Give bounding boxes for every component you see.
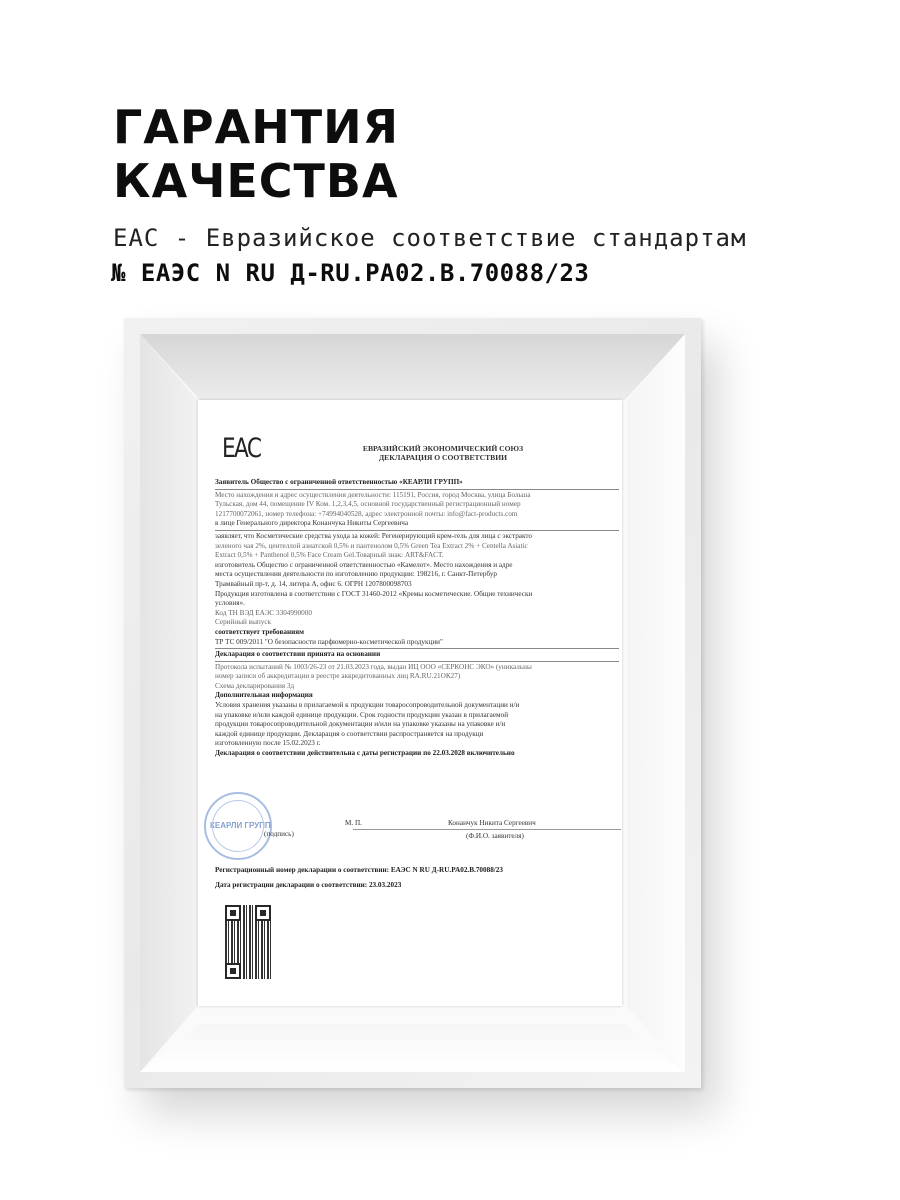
doc-line: изготовитель Общество с ограниченной ответственностью «Камелот». Место нахождения и адре (215, 560, 513, 569)
doc-line: Дополнительная информация (215, 691, 313, 700)
union-title: ЕВРАЗИЙСКИЙ ЭКОНОМИЧЕСКИЙ СОЮЗ (362, 444, 524, 453)
signature-line (353, 829, 621, 830)
doc-line: Условия хранения указаны в прилагаемой к продукции товаросопроводительной документации и/и (215, 701, 520, 710)
page-heading (113, 100, 399, 208)
doc-line: каждой единице продукции. Декларация о соответствии распространяется на продукци (215, 729, 484, 738)
doc-line: Заявитель Общество с ограниченной ответственностью «КЕАРЛИ ГРУПП» (215, 478, 463, 486)
declaration-title: ДЕКЛАРАЦИЯ О СООТВЕТСТВИИ (378, 453, 508, 462)
doc-line: в лице Генерального директора Конанчука Никиты Сергеевича (215, 519, 409, 528)
seal-mark-label: М. П. (345, 819, 362, 827)
doc-line: места осуществления деятельности по изготовлению продукции: 198216, г. Санкт-Петербур (215, 570, 498, 579)
declaration-document (198, 400, 622, 1006)
doc-line: Продукция изготовлена в соответствии с ГОСТ 31460-2012 «Кремы косметические. Общие технически (215, 589, 533, 598)
qr-finder (225, 905, 241, 921)
doc-line: Место нахождения и адрес осуществления деятельности: 115191, Россия, город Москва, улица Больша (215, 490, 531, 499)
doc-line: Серийный выпуск (215, 618, 272, 627)
heading-line-2: КАЧЕСТВА (113, 154, 399, 208)
divider (215, 530, 619, 531)
doc-line: соответствует требованиям (215, 627, 305, 636)
eac-logo: EAC (222, 433, 261, 464)
signer-name: Конанчук Никита Сергеевич (448, 819, 536, 827)
doc-line: Тульская, дом 44, помещение IV Ком. 1,2,3,4,5, основной государственный регистрационный номер (215, 500, 521, 509)
qr-code (225, 905, 271, 979)
doc-line: Протокола испытаний № 1003/26-23 от 21.03.2023 года, выдан ИЦ ООО «СЕРКОНС ЭКО» (уникальны (215, 662, 532, 671)
doc-line: продукции товаросопроводительной документации и/или на упаковке указаны на упаковке и/и (215, 720, 506, 729)
frame-bevel-top (140, 334, 685, 400)
signer-caption: (Ф.И.О. заявителя) (466, 832, 524, 840)
doc-line: заявляет, что Косметические средства ухода за кожей: Регенерирующий крем-гель для лица с экстракто (215, 531, 533, 540)
subtitle: EAC - Евразийское соответствие стандартам (113, 224, 747, 252)
document-body (215, 478, 619, 759)
doc-line: Extract 0,5% + Panthenol 0,5% Face Cream Gel.Товарный знак: ART&FACT. (215, 551, 444, 560)
doc-line: Декларация о соответствии действительна с даты регистрации по 22.03.2028 включительно (215, 749, 515, 758)
divider (215, 648, 619, 649)
doc-line: Трамвайный пр-т, д. 14, литера А, офис 6. ОГРН 1207800098703 (215, 579, 412, 588)
registration-date: Дата регистрации декларации о соответствии: 23.03.2023 (215, 881, 402, 889)
doc-line: условия». (215, 599, 245, 608)
registration-number: Регистрационный номер декларации о соответствии: ЕАЭС N RU Д-RU.PA02.B.70088/23 (215, 866, 503, 874)
frame-bevel-bottom (140, 1024, 685, 1072)
doc-line: Код ТН ВЭД ЕАЭС 3304990000 (215, 608, 312, 617)
seal-text: КЕАРЛИ ГРУПП (210, 821, 271, 830)
frame-bevel-left (140, 334, 198, 1072)
doc-line: Декларация о соответствии принята на основании (215, 650, 381, 659)
heading-line-1: ГАРАНТИЯ (113, 100, 400, 154)
doc-line: зеленого чая 2%, центеллой азиатской 0,5% и пантенолом 0,5% Green Tea Extract 2% + Centella Asiatic (215, 541, 528, 550)
doc-line: ТР ТС 009/2011 "О безопасности парфюмерно-косметической продукции" (215, 637, 443, 646)
qr-finder (225, 963, 241, 979)
qr-finder (255, 905, 271, 921)
doc-line: 1217700072061, номер телефона: +74994040528, адрес электронной почты: info@fact-products.com (215, 509, 518, 518)
doc-line: номер записи об аккредитации в реестре аккредитованных лиц RA.RU.21ОК27) (215, 672, 461, 681)
frame-bevel-right (627, 334, 685, 1072)
doc-line: изготовленную после 15.02.2023 г. (215, 739, 321, 748)
company-seal (204, 792, 272, 860)
document-header (318, 444, 568, 462)
divider (215, 661, 619, 662)
doc-line: на упаковке и/или каждой единице продукции. Срок годности продукции указан в прилагаемой (215, 710, 509, 719)
doc-line: Схема декларирования 3д (215, 681, 295, 690)
divider (215, 489, 619, 490)
signature-caption: (подпись) (264, 830, 294, 838)
certificate-number: № ЕАЭС N RU Д-RU.PA02.B.70088/23 (111, 259, 590, 287)
